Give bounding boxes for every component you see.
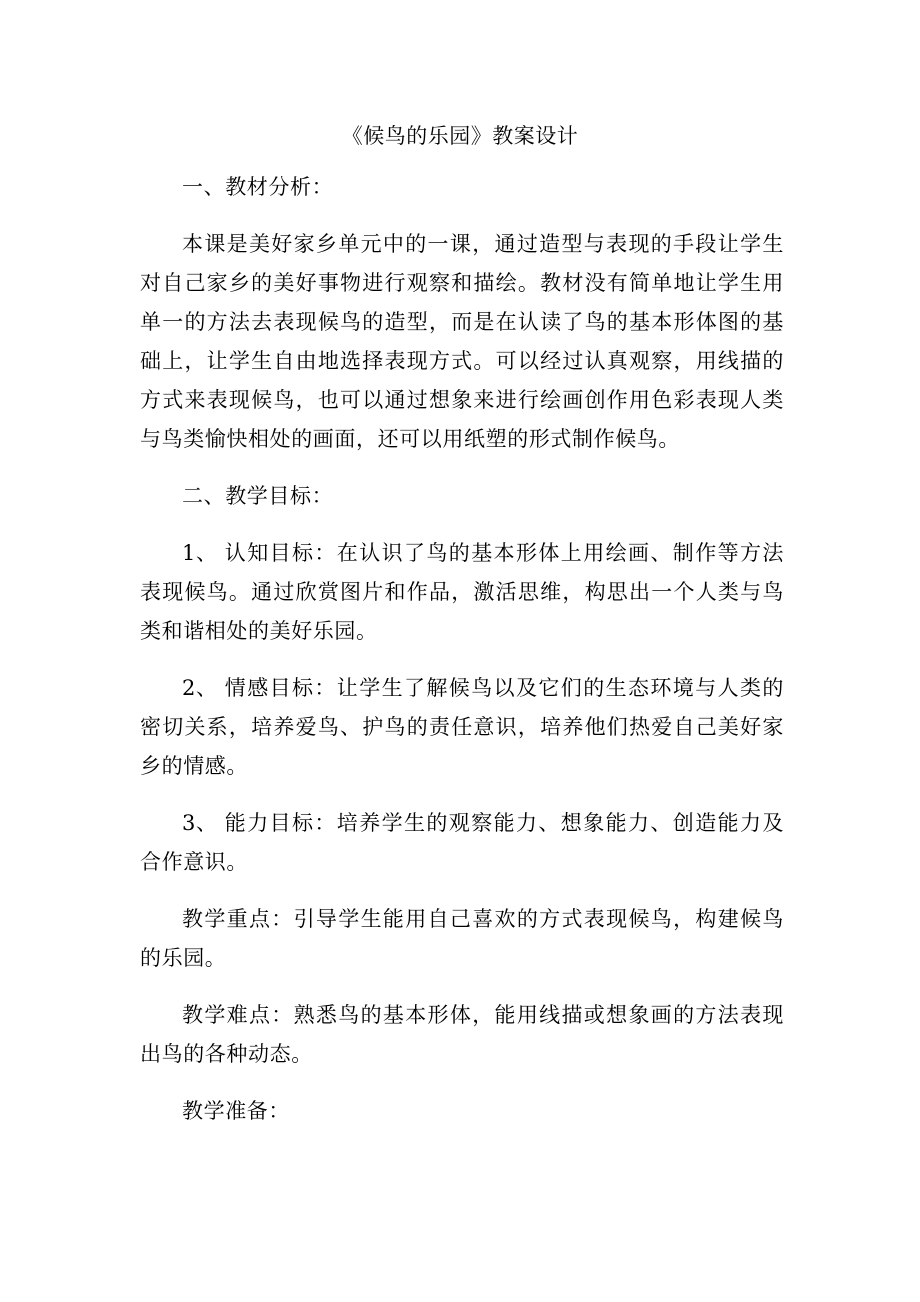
- document-title: 《候鸟的乐园》教案设计: [341, 124, 579, 148]
- teaching-difficulty: 教学难点：熟悉鸟的基本形体，能用线描或想象画的方法表现出鸟的各种动态。: [140, 1003, 784, 1066]
- goal-cognitive-text: 认知目标：在认识了鸟的基本形体上用绘画、制作等方法表现候鸟。通过欣赏图片和作品，激活思维，构思出一个人类与鸟类和谐相处的美好乐园。: [140, 541, 784, 643]
- document-body: [140, 168, 784, 1149]
- goal-emotional-text: 情感目标：让学生了解候鸟以及它们的生态环境与人类的密切关系，培养爱鸟、护鸟的责任意识，培养他们热爱自己美好家乡的情感。: [140, 676, 784, 778]
- teaching-key-point: 教学重点：引导学生能用自己喜欢的方式表现候鸟，构建候鸟的乐园。: [140, 907, 784, 970]
- goal-ability: [140, 804, 784, 900]
- analysis-heading: 一、教材分析：: [182, 175, 334, 199]
- preparation-heading: 教学准备：: [182, 1099, 290, 1123]
- goal-emotional: [140, 669, 784, 804]
- goal-emotional-number: 2、: [182, 676, 218, 700]
- goal-ability-text: 能力目标：培养学生的观察能力、想象能力、创造能力及合作意识。: [140, 811, 784, 874]
- goal-ability-number: 3、: [182, 811, 218, 835]
- goal-cognitive: [140, 534, 784, 669]
- analysis-paragraph: 本课是美好家乡单元中的一课，通过造型与表现的手段让学生对自己家乡的美好事物进行观察和描绘。教材没有简单地让学生用单一的方法去表现候鸟的造型，而是在认读了鸟的基本形体图的基础上，让学生自由地选择表现方式。可以经过认真观察，用线描的方式来表现候鸟，也可以通过想象来进行绘画创作用色彩表现人类与鸟类愉快相处的画面，还可以用纸塑的形式制作候鸟。: [140, 232, 784, 451]
- goals-heading: 二、教学目标：: [182, 484, 334, 508]
- goal-cognitive-number: 1、: [182, 541, 218, 565]
